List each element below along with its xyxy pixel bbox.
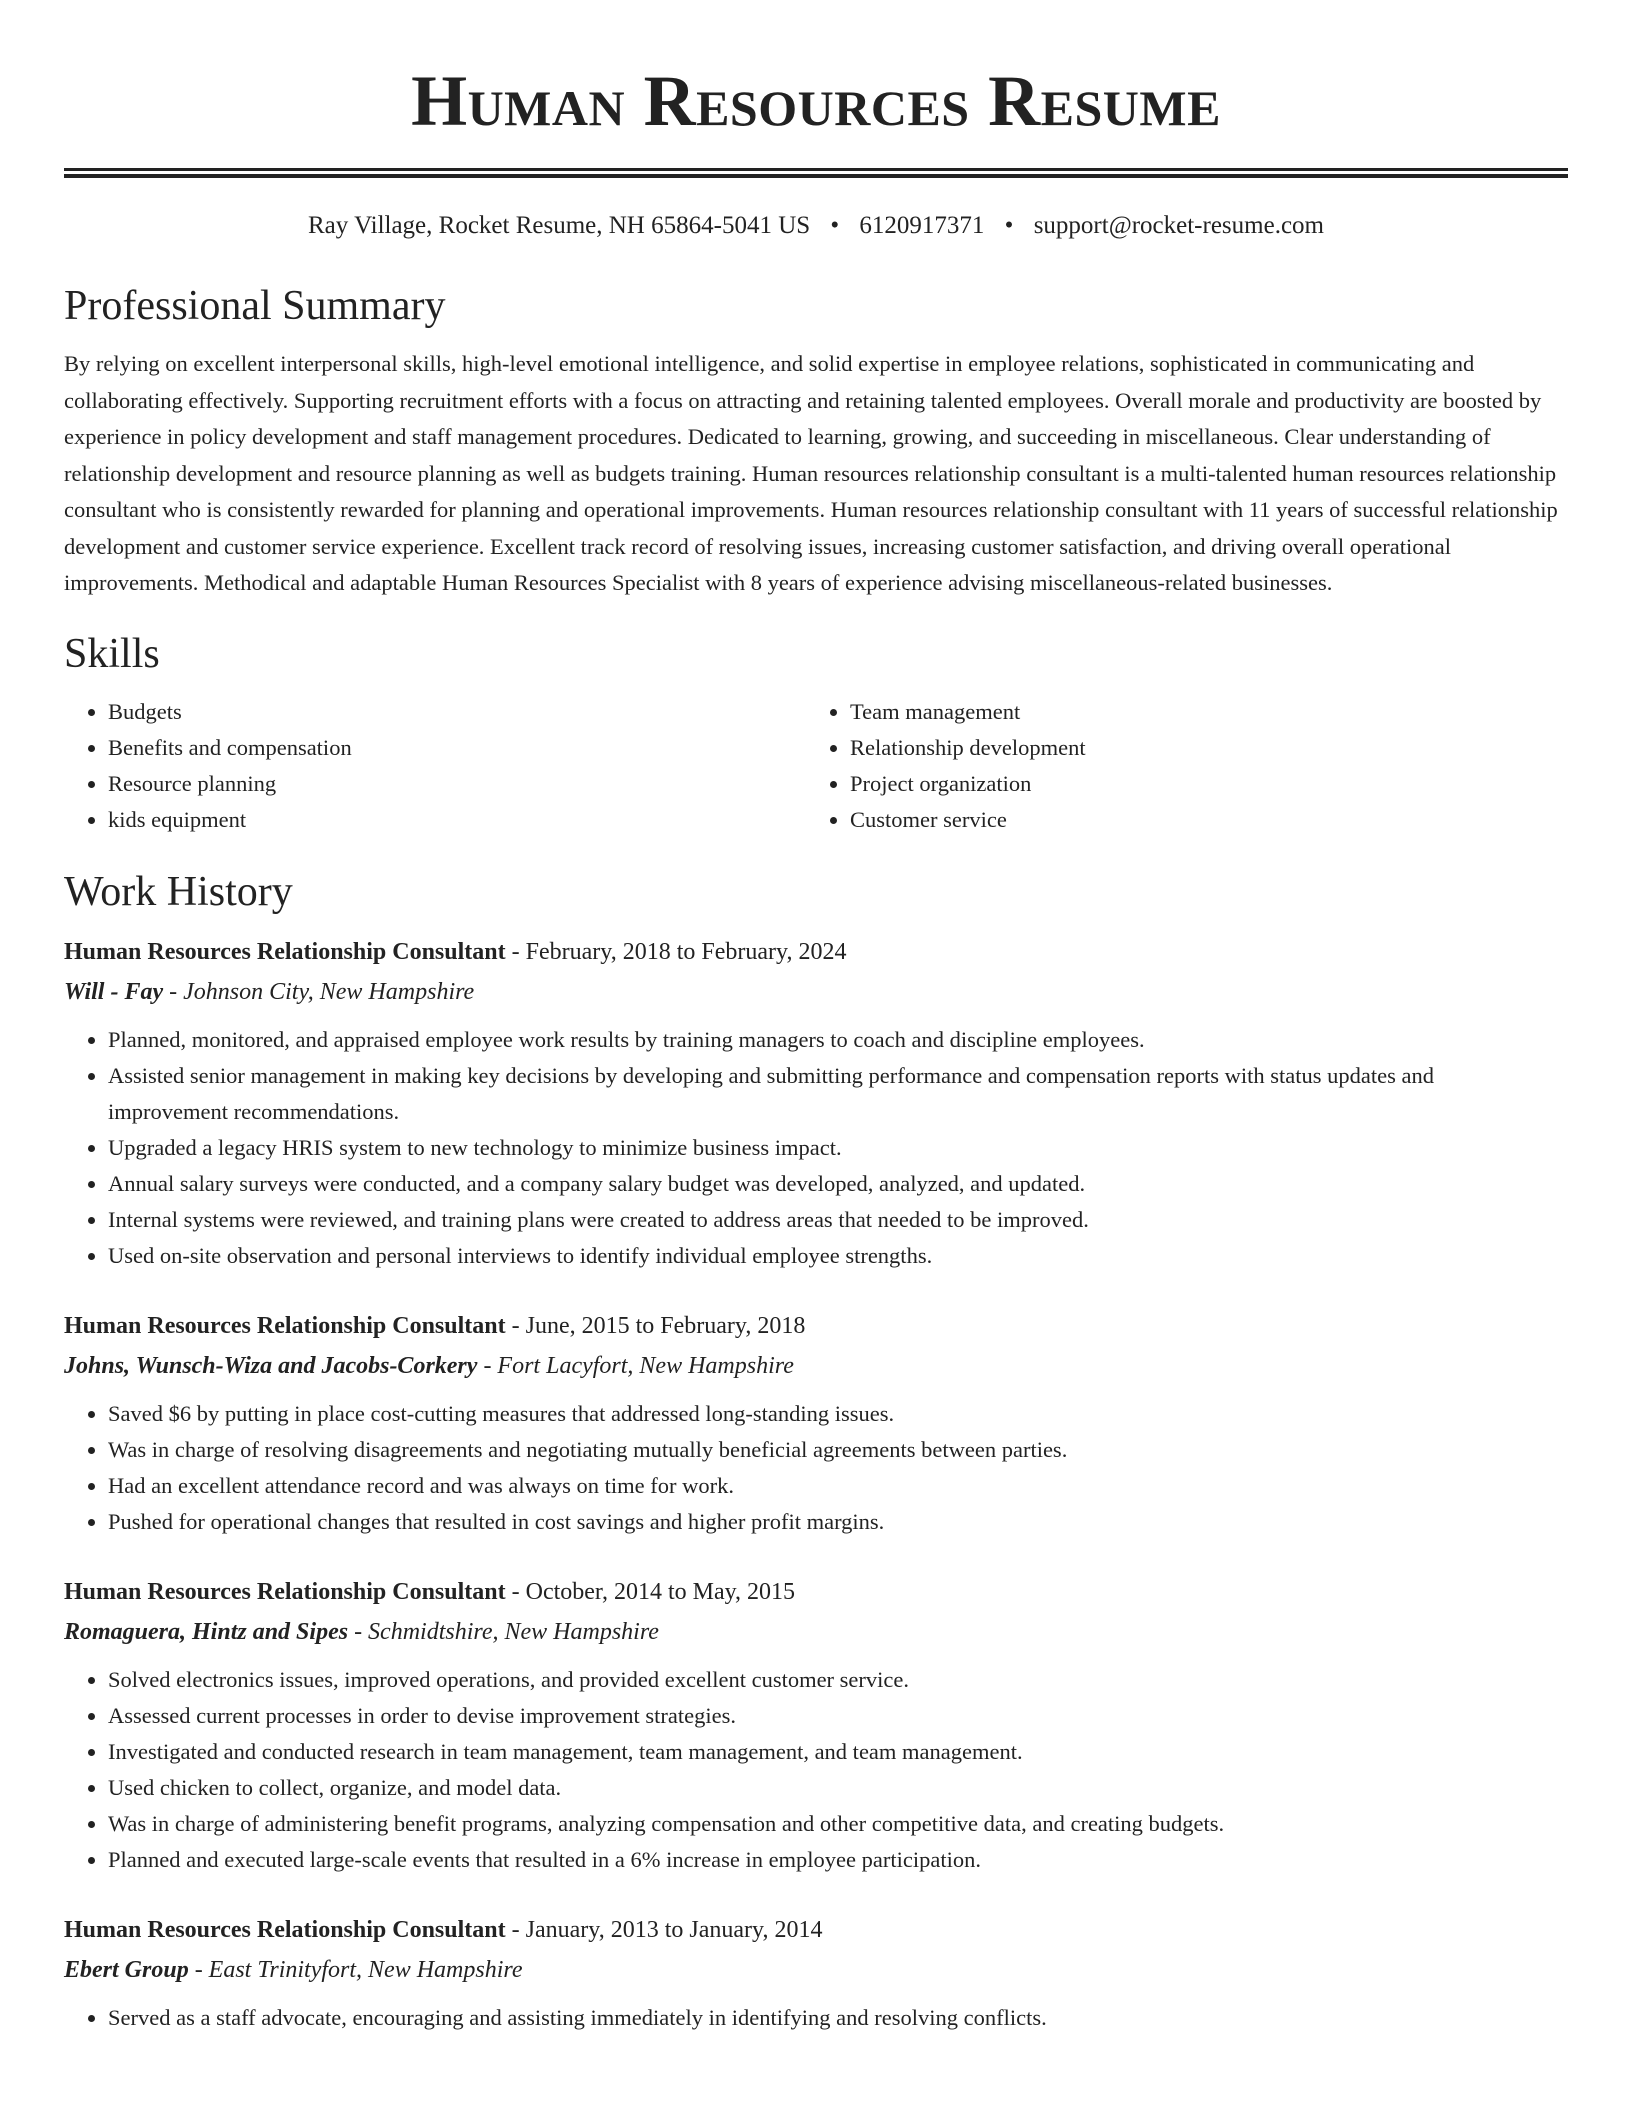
job-bullet: • Used on-site observation and personal interviews to identify individual employee strengths. <box>108 1238 1568 1274</box>
summary-heading: Professional Summary <box>64 283 446 329</box>
skill-item: • kids equipment <box>108 802 806 838</box>
job-dates: - February, 2018 to February, 2024 <box>505 938 847 965</box>
skill-item: • Benefits and compensation <box>108 730 806 766</box>
job-entry <box>64 1306 1568 1540</box>
job-company: Will - Fay <box>64 978 164 1005</box>
job-company: Ebert Group <box>64 1956 189 1983</box>
resume-title: Human Resources Resume <box>411 61 1221 141</box>
job-entry <box>64 1910 1568 2036</box>
skills-heading: Skills <box>64 630 160 677</box>
job-company: Romaguera, Hintz and Sipes <box>64 1618 349 1645</box>
job-bullet: • Saved $6 by putting in place cost-cutting measures that addressed long-standing issues. <box>108 1396 1568 1432</box>
job-bullet: • Annual salary surveys were conducted, and a company salary budget was developed, analyzed, and updated. <box>108 1166 1568 1202</box>
job-bullets <box>64 1396 1568 1540</box>
skills-list <box>64 694 1568 838</box>
job-entry <box>64 932 1568 1274</box>
job-location: - Fort Lacyfort, New Hampshire <box>477 1352 794 1379</box>
skill-item: • Budgets <box>108 694 806 730</box>
job-bullet: • Used chicken to collect, organize, and model data. <box>108 1770 1568 1806</box>
job-role: Human Resources Relationship Consultant <box>64 938 506 965</box>
job-bullet: • Assisted senior management in making key decisions by developing and submitting performance and compensation reports with status updates and improvement recommendations. <box>108 1058 1568 1130</box>
job-location: - Schmidtshire, New Hampshire <box>348 1618 659 1645</box>
skills-column-right <box>806 694 1548 838</box>
contact-line <box>64 210 1568 242</box>
skill-item: • Relationship development <box>850 730 1548 766</box>
job-bullets <box>64 1022 1568 1274</box>
job-bullet: • Planned and executed large-scale events that resulted in a 6% increase in employee participation. <box>108 1842 1568 1878</box>
job-role: Human Resources Relationship Consultant <box>64 1312 506 1339</box>
job-bullet: • Planned, monitored, and appraised employee work results by training managers to coach and discipline employees. <box>108 1022 1568 1058</box>
job-location: - East Trinityfort, New Hampshire <box>188 1956 523 1983</box>
job-header <box>64 932 1568 972</box>
job-bullet: • Pushed for operational changes that resulted in cost savings and higher profit margins. <box>108 1504 1568 1540</box>
job-role: Human Resources Relationship Consultant <box>64 1916 506 1943</box>
job-dates: - October, 2014 to May, 2015 <box>505 1578 796 1605</box>
job-bullet: • Solved electronics issues, improved operations, and provided excellent customer service. <box>108 1662 1568 1698</box>
work-history-heading: Work History <box>64 868 293 915</box>
skill-item: • Project organization <box>850 766 1548 802</box>
job-employer <box>64 972 1568 1012</box>
job-header <box>64 1910 1568 1950</box>
job-company: Johns, Wunsch-Wiza and Jacobs-Corkery <box>64 1352 478 1379</box>
job-employer <box>64 1346 1568 1386</box>
job-location: - Johnson City, New Hampshire <box>163 978 475 1005</box>
job-role: Human Resources Relationship Consultant <box>64 1578 506 1605</box>
job-bullets <box>64 2000 1568 2036</box>
skill-item: • Resource planning <box>108 766 806 802</box>
job-bullet: • Assessed current processes in order to devise improvement strategies. <box>108 1698 1568 1734</box>
contact-phone: 6120917371 <box>859 212 985 239</box>
skill-item: • Customer service <box>850 802 1548 838</box>
job-bullet: • Served as a staff advocate, encouraging and assisting immediately in identifying and resolving conflicts. <box>108 2000 1568 2036</box>
job-bullet: • Upgraded a legacy HRIS system to new technology to minimize business impact. <box>108 1130 1568 1166</box>
job-bullets <box>64 1662 1568 1878</box>
summary-text: By relying on excellent interpersonal skills, high-level emotional intelligence, and solid expertise in employee relations, sophisticated in communicating and collaborating effectively. Supporting recruitment efforts with a focus on attracting and retaining talented employees. Overall morale and productivity are boosted by experience in policy development and staff management procedures. Dedicated to learning, growing, and succeeding in miscellaneous. Clear understanding of relationship development and resource planning as well as budgets training. Human resources relationship consultant is a multi-talented human resources relationship consultant who is consistently rewarded for planning and operational improvements. Human resources relationship consultant with 11 years of successful relationship development and customer service experience. Excellent track record of resolving issues, increasing customer satisfaction, and driving overall operational improvements. Methodical and adaptable Human Resources Specialist with 8 years of experience advising miscellaneous-related businesses. <box>64 351 1558 595</box>
job-dates: - January, 2013 to January, 2014 <box>505 1916 823 1943</box>
title-divider <box>64 168 1568 178</box>
contact-separator: • <box>1004 212 1014 239</box>
job-bullet: • Had an excellent attendance record and was always on time for work. <box>108 1468 1568 1504</box>
job-employer <box>64 1950 1568 1990</box>
job-header <box>64 1572 1568 1612</box>
job-dates: - June, 2015 to February, 2018 <box>505 1312 806 1339</box>
job-bullet: • Investigated and conducted research in team management, team management, and team management. <box>108 1734 1568 1770</box>
contact-separator: • <box>830 212 840 239</box>
job-bullet: • Was in charge of resolving disagreements and negotiating mutually beneficial agreements between parties. <box>108 1432 1568 1468</box>
contact-address: Ray Village, Rocket Resume, NH 65864-5041 US <box>308 212 811 239</box>
skills-column-left <box>64 694 806 838</box>
skill-item: • Team management <box>850 694 1548 730</box>
job-entry <box>64 1572 1568 1878</box>
contact-email[interactable]: support@rocket-resume.com <box>1033 212 1324 239</box>
job-employer <box>64 1612 1568 1652</box>
job-header <box>64 1306 1568 1346</box>
job-bullet: • Internal systems were reviewed, and training plans were created to address areas that needed to be improved. <box>108 1202 1568 1238</box>
job-bullet: • Was in charge of administering benefit programs, analyzing compensation and other competitive data, and creating budgets. <box>108 1806 1568 1842</box>
